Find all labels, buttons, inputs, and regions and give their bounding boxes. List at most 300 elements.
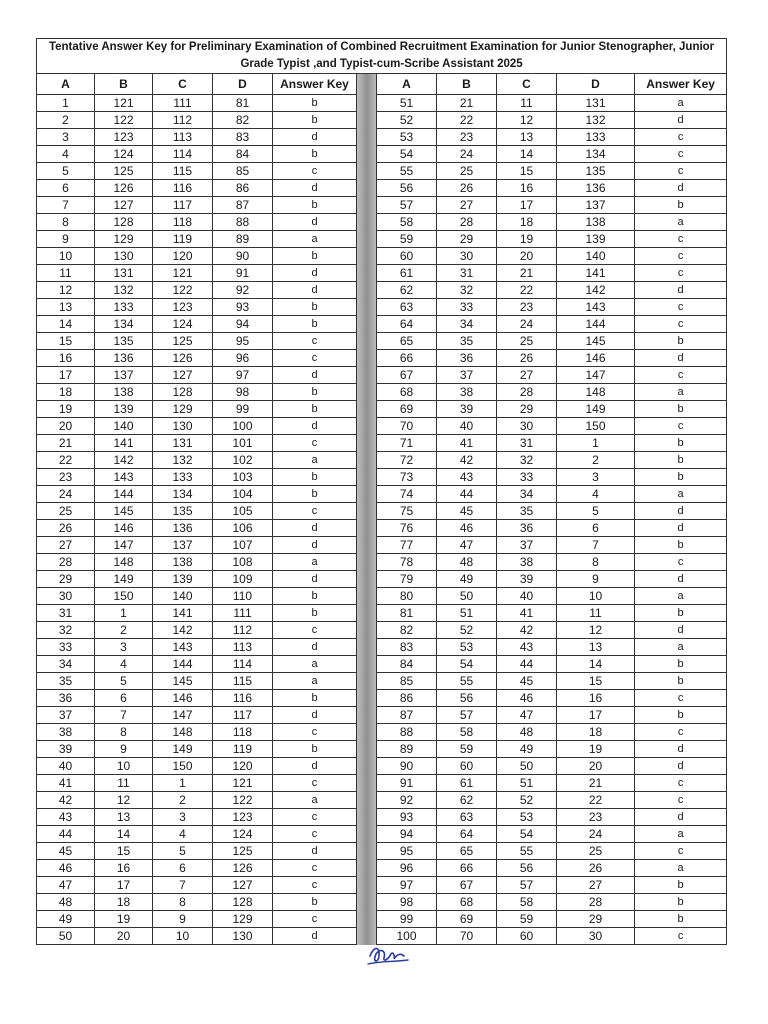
table-row bbox=[37, 503, 727, 520]
right-col-a-cell: 86 bbox=[377, 690, 437, 707]
left-col-b-cell: 124 bbox=[95, 146, 153, 163]
right-answer-key-cell: c bbox=[635, 146, 727, 163]
right-col-c-cell: 21 bbox=[497, 265, 557, 282]
column-separator bbox=[357, 316, 377, 333]
left-col-c-cell: 119 bbox=[153, 231, 213, 248]
table-row bbox=[37, 197, 727, 214]
right-col-b-cell: 68 bbox=[437, 894, 497, 911]
right-header-c: C bbox=[497, 74, 557, 95]
right-col-d-cell: 132 bbox=[557, 112, 635, 129]
right-col-b-cell: 46 bbox=[437, 520, 497, 537]
left-col-d-cell: 114 bbox=[213, 656, 273, 673]
right-col-b-cell: 42 bbox=[437, 452, 497, 469]
right-col-b-cell: 35 bbox=[437, 333, 497, 350]
right-col-a-cell: 100 bbox=[377, 928, 437, 945]
left-answer-key-cell: d bbox=[273, 537, 357, 554]
right-col-d-cell: 2 bbox=[557, 452, 635, 469]
left-answer-key-cell: d bbox=[273, 214, 357, 231]
right-answer-key-cell: a bbox=[635, 95, 727, 112]
right-answer-key-cell: c bbox=[635, 690, 727, 707]
column-separator bbox=[357, 231, 377, 248]
right-col-b-cell: 23 bbox=[437, 129, 497, 146]
left-col-d-cell: 95 bbox=[213, 333, 273, 350]
left-header-b: B bbox=[95, 74, 153, 95]
table-row bbox=[37, 639, 727, 656]
column-separator bbox=[357, 707, 377, 724]
left-col-b-cell: 6 bbox=[95, 690, 153, 707]
right-col-c-cell: 39 bbox=[497, 571, 557, 588]
right-col-c-cell: 48 bbox=[497, 724, 557, 741]
right-col-d-cell: 149 bbox=[557, 401, 635, 418]
right-col-d-cell: 22 bbox=[557, 792, 635, 809]
right-col-a-cell: 94 bbox=[377, 826, 437, 843]
left-col-b-cell: 132 bbox=[95, 282, 153, 299]
right-col-c-cell: 56 bbox=[497, 860, 557, 877]
right-col-d-cell: 141 bbox=[557, 265, 635, 282]
right-col-d-cell: 150 bbox=[557, 418, 635, 435]
left-col-c-cell: 149 bbox=[153, 741, 213, 758]
right-col-c-cell: 53 bbox=[497, 809, 557, 826]
right-col-c-cell: 32 bbox=[497, 452, 557, 469]
left-col-a-cell: 6 bbox=[37, 180, 95, 197]
left-col-b-cell: 2 bbox=[95, 622, 153, 639]
right-answer-key-cell: b bbox=[635, 537, 727, 554]
right-answer-key-cell: c bbox=[635, 231, 727, 248]
left-col-b-cell: 149 bbox=[95, 571, 153, 588]
table-row bbox=[37, 622, 727, 639]
table-row bbox=[37, 401, 727, 418]
right-col-d-cell: 1 bbox=[557, 435, 635, 452]
right-col-b-cell: 28 bbox=[437, 214, 497, 231]
right-col-b-cell: 29 bbox=[437, 231, 497, 248]
left-col-d-cell: 83 bbox=[213, 129, 273, 146]
left-col-b-cell: 127 bbox=[95, 197, 153, 214]
right-answer-key-cell: d bbox=[635, 282, 727, 299]
column-separator bbox=[357, 639, 377, 656]
left-col-c-cell: 120 bbox=[153, 248, 213, 265]
left-col-a-cell: 34 bbox=[37, 656, 95, 673]
table-row bbox=[37, 911, 727, 928]
left-col-b-cell: 4 bbox=[95, 656, 153, 673]
right-col-a-cell: 76 bbox=[377, 520, 437, 537]
column-separator bbox=[357, 401, 377, 418]
right-col-a-cell: 87 bbox=[377, 707, 437, 724]
right-col-c-cell: 34 bbox=[497, 486, 557, 503]
left-col-a-cell: 24 bbox=[37, 486, 95, 503]
right-col-d-cell: 20 bbox=[557, 758, 635, 775]
left-col-b-cell: 148 bbox=[95, 554, 153, 571]
left-col-b-cell: 131 bbox=[95, 265, 153, 282]
left-answer-key-cell: b bbox=[273, 486, 357, 503]
column-separator bbox=[357, 112, 377, 129]
left-answer-key-cell: a bbox=[273, 452, 357, 469]
right-col-a-cell: 75 bbox=[377, 503, 437, 520]
right-answer-key-cell: b bbox=[635, 707, 727, 724]
right-col-b-cell: 66 bbox=[437, 860, 497, 877]
right-col-c-cell: 16 bbox=[497, 180, 557, 197]
right-col-c-cell: 11 bbox=[497, 95, 557, 112]
right-col-b-cell: 65 bbox=[437, 843, 497, 860]
left-col-c-cell: 9 bbox=[153, 911, 213, 928]
table-row bbox=[37, 367, 727, 384]
right-col-a-cell: 82 bbox=[377, 622, 437, 639]
right-col-c-cell: 35 bbox=[497, 503, 557, 520]
right-col-a-cell: 70 bbox=[377, 418, 437, 435]
right-answer-key-cell: a bbox=[635, 384, 727, 401]
right-col-a-cell: 56 bbox=[377, 180, 437, 197]
right-col-a-cell: 85 bbox=[377, 673, 437, 690]
table-row bbox=[37, 231, 727, 248]
right-answer-key-cell: b bbox=[635, 894, 727, 911]
right-col-d-cell: 28 bbox=[557, 894, 635, 911]
right-answer-key-cell: a bbox=[635, 588, 727, 605]
left-col-d-cell: 82 bbox=[213, 112, 273, 129]
left-col-c-cell: 138 bbox=[153, 554, 213, 571]
right-col-b-cell: 54 bbox=[437, 656, 497, 673]
left-col-d-cell: 91 bbox=[213, 265, 273, 282]
right-col-d-cell: 146 bbox=[557, 350, 635, 367]
right-col-d-cell: 12 bbox=[557, 622, 635, 639]
left-answer-key-cell: d bbox=[273, 571, 357, 588]
right-col-d-cell: 6 bbox=[557, 520, 635, 537]
right-col-a-cell: 53 bbox=[377, 129, 437, 146]
column-separator bbox=[357, 724, 377, 741]
left-answer-key-cell: d bbox=[273, 758, 357, 775]
left-col-d-cell: 118 bbox=[213, 724, 273, 741]
table-row bbox=[37, 792, 727, 809]
right-col-d-cell: 19 bbox=[557, 741, 635, 758]
table-row bbox=[37, 129, 727, 146]
column-separator bbox=[357, 843, 377, 860]
right-col-a-cell: 81 bbox=[377, 605, 437, 622]
left-col-b-cell: 123 bbox=[95, 129, 153, 146]
left-answer-key-cell: b bbox=[273, 384, 357, 401]
right-col-a-cell: 89 bbox=[377, 741, 437, 758]
left-answer-key-cell: d bbox=[273, 265, 357, 282]
table-row bbox=[37, 418, 727, 435]
left-col-b-cell: 15 bbox=[95, 843, 153, 860]
right-col-b-cell: 55 bbox=[437, 673, 497, 690]
right-col-d-cell: 10 bbox=[557, 588, 635, 605]
right-col-d-cell: 147 bbox=[557, 367, 635, 384]
right-col-c-cell: 38 bbox=[497, 554, 557, 571]
left-col-c-cell: 140 bbox=[153, 588, 213, 605]
right-col-c-cell: 37 bbox=[497, 537, 557, 554]
left-col-b-cell: 141 bbox=[95, 435, 153, 452]
left-answer-key-cell: b bbox=[273, 112, 357, 129]
left-col-d-cell: 84 bbox=[213, 146, 273, 163]
left-col-a-cell: 16 bbox=[37, 350, 95, 367]
table-row bbox=[37, 435, 727, 452]
table-row bbox=[37, 826, 727, 843]
right-col-b-cell: 40 bbox=[437, 418, 497, 435]
left-col-b-cell: 133 bbox=[95, 299, 153, 316]
column-separator bbox=[357, 554, 377, 571]
left-col-a-cell: 15 bbox=[37, 333, 95, 350]
right-col-a-cell: 91 bbox=[377, 775, 437, 792]
right-col-c-cell: 30 bbox=[497, 418, 557, 435]
left-col-d-cell: 128 bbox=[213, 894, 273, 911]
left-col-b-cell: 144 bbox=[95, 486, 153, 503]
left-col-d-cell: 104 bbox=[213, 486, 273, 503]
left-col-c-cell: 116 bbox=[153, 180, 213, 197]
left-col-d-cell: 115 bbox=[213, 673, 273, 690]
left-col-a-cell: 50 bbox=[37, 928, 95, 945]
column-separator bbox=[357, 384, 377, 401]
left-col-d-cell: 129 bbox=[213, 911, 273, 928]
right-col-a-cell: 79 bbox=[377, 571, 437, 588]
left-answer-key-cell: c bbox=[273, 163, 357, 180]
left-col-c-cell: 10 bbox=[153, 928, 213, 945]
right-col-b-cell: 37 bbox=[437, 367, 497, 384]
right-col-d-cell: 23 bbox=[557, 809, 635, 826]
left-answer-key-cell: b bbox=[273, 197, 357, 214]
right-col-b-cell: 49 bbox=[437, 571, 497, 588]
right-answer-key-cell: d bbox=[635, 758, 727, 775]
right-col-b-cell: 53 bbox=[437, 639, 497, 656]
left-col-a-cell: 5 bbox=[37, 163, 95, 180]
column-separator bbox=[357, 656, 377, 673]
column-separator bbox=[357, 520, 377, 537]
table-row bbox=[37, 673, 727, 690]
left-col-b-cell: 10 bbox=[95, 758, 153, 775]
right-col-a-cell: 51 bbox=[377, 95, 437, 112]
right-col-b-cell: 27 bbox=[437, 197, 497, 214]
left-col-c-cell: 144 bbox=[153, 656, 213, 673]
right-answer-key-cell: d bbox=[635, 571, 727, 588]
right-col-c-cell: 60 bbox=[497, 928, 557, 945]
right-col-a-cell: 55 bbox=[377, 163, 437, 180]
left-answer-key-cell: b bbox=[273, 146, 357, 163]
right-col-c-cell: 15 bbox=[497, 163, 557, 180]
right-col-d-cell: 140 bbox=[557, 248, 635, 265]
right-col-c-cell: 46 bbox=[497, 690, 557, 707]
left-col-d-cell: 107 bbox=[213, 537, 273, 554]
left-col-a-cell: 40 bbox=[37, 758, 95, 775]
left-col-c-cell: 113 bbox=[153, 129, 213, 146]
left-col-b-cell: 129 bbox=[95, 231, 153, 248]
left-col-a-cell: 18 bbox=[37, 384, 95, 401]
right-col-b-cell: 31 bbox=[437, 265, 497, 282]
left-answer-key-cell: c bbox=[273, 435, 357, 452]
column-separator bbox=[357, 282, 377, 299]
right-answer-key-cell: c bbox=[635, 775, 727, 792]
right-col-a-cell: 84 bbox=[377, 656, 437, 673]
left-header-c: C bbox=[153, 74, 213, 95]
right-col-a-cell: 77 bbox=[377, 537, 437, 554]
right-col-d-cell: 133 bbox=[557, 129, 635, 146]
column-separator bbox=[357, 214, 377, 231]
right-answer-key-cell: d bbox=[635, 520, 727, 537]
left-col-b-cell: 150 bbox=[95, 588, 153, 605]
left-answer-key-cell: b bbox=[273, 401, 357, 418]
left-col-c-cell: 137 bbox=[153, 537, 213, 554]
table-row bbox=[37, 350, 727, 367]
right-col-b-cell: 62 bbox=[437, 792, 497, 809]
right-col-b-cell: 33 bbox=[437, 299, 497, 316]
right-col-b-cell: 52 bbox=[437, 622, 497, 639]
signature-mark bbox=[364, 942, 412, 970]
right-col-b-cell: 47 bbox=[437, 537, 497, 554]
right-col-b-cell: 58 bbox=[437, 724, 497, 741]
right-answer-key-cell: c bbox=[635, 724, 727, 741]
left-header-answer-key: Answer Key bbox=[273, 74, 357, 95]
right-answer-key-cell: c bbox=[635, 367, 727, 384]
left-col-c-cell: 129 bbox=[153, 401, 213, 418]
left-answer-key-cell: b bbox=[273, 316, 357, 333]
table-row bbox=[37, 554, 727, 571]
right-col-c-cell: 31 bbox=[497, 435, 557, 452]
left-col-b-cell: 126 bbox=[95, 180, 153, 197]
table-row bbox=[37, 690, 727, 707]
right-col-a-cell: 95 bbox=[377, 843, 437, 860]
right-col-d-cell: 16 bbox=[557, 690, 635, 707]
left-col-a-cell: 49 bbox=[37, 911, 95, 928]
right-answer-key-cell: a bbox=[635, 639, 727, 656]
right-col-b-cell: 64 bbox=[437, 826, 497, 843]
left-col-a-cell: 29 bbox=[37, 571, 95, 588]
left-col-a-cell: 36 bbox=[37, 690, 95, 707]
left-col-a-cell: 30 bbox=[37, 588, 95, 605]
column-separator bbox=[357, 469, 377, 486]
left-col-c-cell: 2 bbox=[153, 792, 213, 809]
right-col-b-cell: 21 bbox=[437, 95, 497, 112]
document-title: Tentative Answer Key for Preliminary Examination of Combined Recruitment Examination for Junior Stenographer, Junior Grade Typist ,and Typist-cum-Scribe Assistant 2025 bbox=[37, 39, 727, 74]
right-col-b-cell: 26 bbox=[437, 180, 497, 197]
left-col-a-cell: 46 bbox=[37, 860, 95, 877]
left-col-a-cell: 10 bbox=[37, 248, 95, 265]
left-col-a-cell: 32 bbox=[37, 622, 95, 639]
left-answer-key-cell: b bbox=[273, 690, 357, 707]
column-separator bbox=[357, 95, 377, 112]
column-separator bbox=[357, 690, 377, 707]
left-col-c-cell: 133 bbox=[153, 469, 213, 486]
right-answer-key-cell: b bbox=[635, 605, 727, 622]
right-answer-key-cell: d bbox=[635, 809, 727, 826]
right-col-a-cell: 92 bbox=[377, 792, 437, 809]
left-col-d-cell: 92 bbox=[213, 282, 273, 299]
right-col-c-cell: 45 bbox=[497, 673, 557, 690]
table-row bbox=[37, 605, 727, 622]
right-col-a-cell: 63 bbox=[377, 299, 437, 316]
right-col-d-cell: 4 bbox=[557, 486, 635, 503]
right-col-c-cell: 36 bbox=[497, 520, 557, 537]
left-col-c-cell: 135 bbox=[153, 503, 213, 520]
left-col-b-cell: 143 bbox=[95, 469, 153, 486]
left-col-c-cell: 126 bbox=[153, 350, 213, 367]
right-col-a-cell: 58 bbox=[377, 214, 437, 231]
right-col-b-cell: 25 bbox=[437, 163, 497, 180]
right-col-a-cell: 61 bbox=[377, 265, 437, 282]
column-separator bbox=[357, 333, 377, 350]
column-separator bbox=[357, 197, 377, 214]
right-col-d-cell: 8 bbox=[557, 554, 635, 571]
right-col-a-cell: 98 bbox=[377, 894, 437, 911]
right-col-c-cell: 18 bbox=[497, 214, 557, 231]
left-answer-key-cell: b bbox=[273, 894, 357, 911]
column-separator bbox=[357, 452, 377, 469]
left-col-d-cell: 87 bbox=[213, 197, 273, 214]
right-col-d-cell: 13 bbox=[557, 639, 635, 656]
left-col-a-cell: 27 bbox=[37, 537, 95, 554]
right-col-d-cell: 134 bbox=[557, 146, 635, 163]
right-col-c-cell: 41 bbox=[497, 605, 557, 622]
right-col-b-cell: 57 bbox=[437, 707, 497, 724]
left-col-b-cell: 147 bbox=[95, 537, 153, 554]
right-answer-key-cell: b bbox=[635, 435, 727, 452]
left-col-b-cell: 11 bbox=[95, 775, 153, 792]
left-col-c-cell: 122 bbox=[153, 282, 213, 299]
left-col-a-cell: 35 bbox=[37, 673, 95, 690]
right-answer-key-cell: c bbox=[635, 843, 727, 860]
left-answer-key-cell: b bbox=[273, 95, 357, 112]
right-header-answer-key: Answer Key bbox=[635, 74, 727, 95]
right-answer-key-cell: b bbox=[635, 197, 727, 214]
left-header-d: D bbox=[213, 74, 273, 95]
table-row bbox=[37, 112, 727, 129]
left-col-b-cell: 18 bbox=[95, 894, 153, 911]
right-answer-key-cell: c bbox=[635, 792, 727, 809]
left-col-c-cell: 134 bbox=[153, 486, 213, 503]
left-col-d-cell: 121 bbox=[213, 775, 273, 792]
left-col-d-cell: 88 bbox=[213, 214, 273, 231]
column-separator bbox=[357, 758, 377, 775]
right-col-b-cell: 70 bbox=[437, 928, 497, 945]
right-answer-key-cell: b bbox=[635, 911, 727, 928]
left-col-d-cell: 103 bbox=[213, 469, 273, 486]
left-col-a-cell: 23 bbox=[37, 469, 95, 486]
right-col-a-cell: 78 bbox=[377, 554, 437, 571]
right-col-a-cell: 96 bbox=[377, 860, 437, 877]
column-separator bbox=[357, 605, 377, 622]
right-col-a-cell: 99 bbox=[377, 911, 437, 928]
table-row bbox=[37, 758, 727, 775]
left-col-a-cell: 33 bbox=[37, 639, 95, 656]
left-answer-key-cell: c bbox=[273, 877, 357, 894]
table-row bbox=[37, 282, 727, 299]
right-col-d-cell: 3 bbox=[557, 469, 635, 486]
right-col-d-cell: 145 bbox=[557, 333, 635, 350]
table-row bbox=[37, 95, 727, 112]
right-answer-key-cell: d bbox=[635, 622, 727, 639]
left-col-d-cell: 116 bbox=[213, 690, 273, 707]
right-col-b-cell: 51 bbox=[437, 605, 497, 622]
right-col-a-cell: 54 bbox=[377, 146, 437, 163]
right-col-a-cell: 64 bbox=[377, 316, 437, 333]
answer-key-body bbox=[37, 95, 727, 945]
right-col-b-cell: 56 bbox=[437, 690, 497, 707]
left-col-a-cell: 1 bbox=[37, 95, 95, 112]
left-col-d-cell: 108 bbox=[213, 554, 273, 571]
table-row bbox=[37, 843, 727, 860]
left-answer-key-cell: c bbox=[273, 724, 357, 741]
right-col-b-cell: 69 bbox=[437, 911, 497, 928]
right-col-b-cell: 36 bbox=[437, 350, 497, 367]
left-col-a-cell: 4 bbox=[37, 146, 95, 163]
right-answer-key-cell: a bbox=[635, 486, 727, 503]
right-col-b-cell: 48 bbox=[437, 554, 497, 571]
column-separator bbox=[357, 741, 377, 758]
left-col-d-cell: 125 bbox=[213, 843, 273, 860]
right-col-d-cell: 7 bbox=[557, 537, 635, 554]
right-col-a-cell: 88 bbox=[377, 724, 437, 741]
left-col-a-cell: 45 bbox=[37, 843, 95, 860]
right-col-c-cell: 44 bbox=[497, 656, 557, 673]
left-col-a-cell: 25 bbox=[37, 503, 95, 520]
right-col-b-cell: 22 bbox=[437, 112, 497, 129]
right-col-d-cell: 11 bbox=[557, 605, 635, 622]
right-col-a-cell: 66 bbox=[377, 350, 437, 367]
